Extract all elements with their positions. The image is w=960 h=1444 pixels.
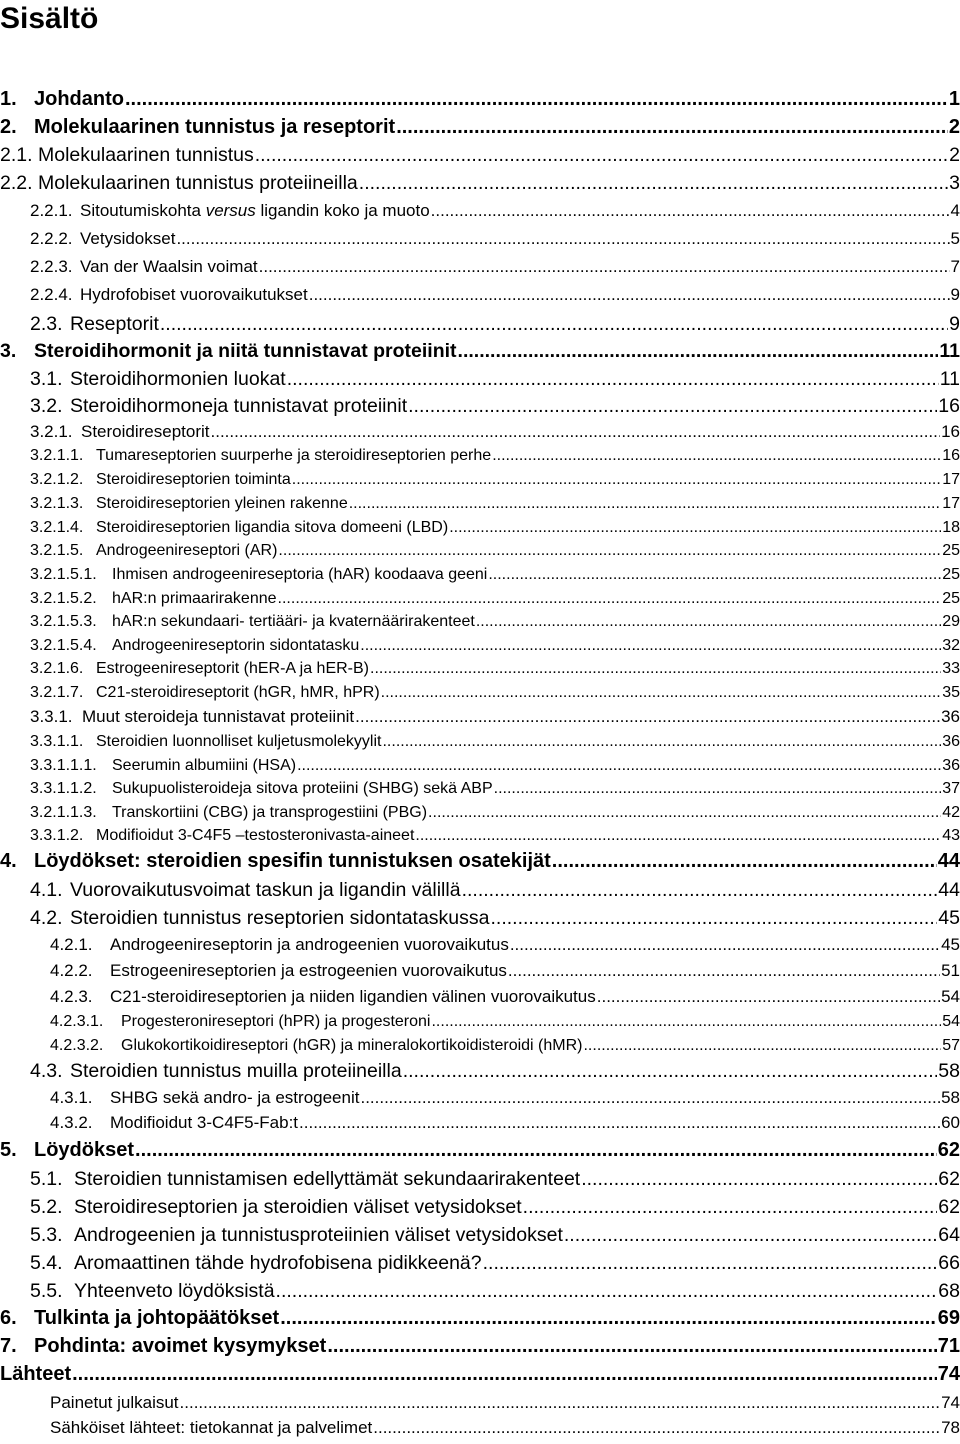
- toc-title: Steroidihormonien luokat: [70, 368, 286, 390]
- toc-leader: [278, 590, 942, 608]
- toc-title: Modifioidut 3-C4F5 –testosteronivasta-aineet: [96, 827, 415, 844]
- toc-number: 2.1.: [0, 144, 33, 166]
- toc-leader: [396, 116, 948, 139]
- toc-page: 60: [941, 1113, 960, 1132]
- toc-title: Steroidireseptorien ja steroidien väliset vetysidokset: [74, 1196, 522, 1218]
- toc-entry[interactable]: [30, 733, 960, 751]
- toc-leader: [488, 566, 941, 584]
- toc-page: 11: [939, 368, 960, 390]
- toc-entry[interactable]: [30, 827, 960, 845]
- toc-number: 1.: [0, 88, 17, 110]
- toc-page: 4: [950, 201, 960, 220]
- toc-leader: [355, 707, 940, 727]
- toc-page: 45: [938, 907, 960, 929]
- toc-entry[interactable]: [30, 613, 960, 631]
- toc-leader: [564, 1224, 937, 1247]
- toc-number: 3.2.1.1.: [30, 447, 84, 464]
- toc-number: 5.5.: [30, 1280, 63, 1302]
- toc-page: 11: [939, 340, 960, 362]
- toc-page: 9: [949, 313, 960, 335]
- toc-entry[interactable]: [30, 313, 960, 336]
- toc-entry[interactable]: [50, 961, 960, 981]
- toc-page: 51: [941, 961, 960, 980]
- toc-title: Reseptorit: [70, 313, 159, 335]
- toc-title: Sähköiset lähteet: tietokannat ja palvelimet: [50, 1418, 373, 1437]
- toc-entry[interactable]: [0, 340, 960, 363]
- toc-page: 62: [938, 1168, 960, 1190]
- toc-leader: [523, 1196, 938, 1219]
- toc-number: 4.3.2.: [50, 1113, 93, 1132]
- toc-entry[interactable]: [0, 1335, 960, 1358]
- toc-title: Painetut julkaisut: [50, 1393, 179, 1412]
- toc-entry[interactable]: [30, 707, 960, 727]
- toc-leader: [309, 285, 950, 305]
- toc-title: Aromaattinen tähde hydrofobisena pidikkeenä?: [74, 1252, 482, 1274]
- toc-number: 3.3.1.1.2.: [30, 780, 97, 797]
- toc-page: 7: [950, 257, 960, 276]
- toc-title: Ihmisen androgeenireseptoria (hAR) koodaava geeni: [112, 566, 488, 583]
- toc-number: 3.3.1.1.: [30, 733, 84, 750]
- toc-entry[interactable]: [30, 285, 960, 305]
- toc-leader: [476, 613, 941, 631]
- toc-number: 4.2.3.: [50, 987, 93, 1006]
- toc-entry[interactable]: [0, 1363, 960, 1386]
- toc-entry[interactable]: [30, 757, 960, 775]
- toc-page: 43: [942, 827, 960, 844]
- toc-leader: [508, 961, 940, 981]
- toc-page: 78: [941, 1418, 960, 1437]
- toc-title: C21-steroidireseptorien ja niiden ligandien välinen vuorovaikutus: [110, 987, 596, 1006]
- toc-title: Pohdinta: avoimet kysymykset: [34, 1335, 327, 1357]
- toc-number: 5.4.: [30, 1252, 63, 1274]
- toc-page: 16: [942, 447, 960, 464]
- toc-title: Van der Waalsin voimat: [80, 257, 258, 276]
- toc-number: 2.2.2.: [30, 229, 73, 248]
- toc-entry[interactable]: [30, 422, 960, 442]
- toc-leader: [597, 987, 940, 1007]
- toc-title: Modifioidut 3-C4F5-Fab:t: [110, 1113, 299, 1132]
- toc-page: 9: [950, 285, 960, 304]
- toc-entry[interactable]: [30, 566, 960, 584]
- toc-entry[interactable]: [30, 395, 960, 418]
- page-title: Sisältö: [0, 2, 99, 35]
- toc-title: Steroidien tunnistus muilla proteiineilla: [70, 1060, 402, 1082]
- toc-entry[interactable]: [30, 684, 960, 702]
- toc-entry[interactable]: [30, 1252, 960, 1275]
- toc-page: 17: [942, 495, 960, 512]
- toc-entry[interactable]: [30, 907, 960, 930]
- toc-number: 5.1.: [30, 1168, 63, 1190]
- toc-entry[interactable]: [30, 804, 960, 822]
- toc-number: 3.2.: [30, 395, 63, 417]
- toc-entry[interactable]: [0, 172, 960, 195]
- toc-number: 2.3.: [30, 313, 63, 335]
- toc-entry[interactable]: [50, 1393, 960, 1413]
- toc-page: 32: [942, 637, 960, 654]
- toc-title-part: ligandin koko ja muoto: [255, 201, 430, 220]
- toc-entry[interactable]: [0, 144, 960, 167]
- toc-page: 68: [938, 1280, 960, 1302]
- toc-number: 3.1.: [30, 368, 63, 390]
- toc-title: Seerumin albumiini (HSA): [112, 757, 297, 774]
- toc-page: 74: [941, 1393, 960, 1412]
- toc-title: Progesteronireseptori (hPR) ja progesteroni: [121, 1013, 431, 1030]
- toc-number: 3.2.1.4.: [30, 519, 84, 536]
- toc-page: 18: [942, 519, 960, 536]
- toc-number: 3.2.1.6.: [30, 660, 84, 677]
- toc-entry[interactable]: [30, 495, 960, 513]
- toc-entry[interactable]: [50, 1113, 960, 1133]
- toc-leader: [492, 447, 941, 465]
- toc-number: 4.: [0, 850, 17, 872]
- toc-title: hAR:n primaarirakenne: [112, 590, 277, 607]
- toc-number: 3.2.1.7.: [30, 684, 84, 701]
- toc-entry[interactable]: [50, 1037, 960, 1055]
- toc-title: Steroidireseptorit: [81, 422, 210, 441]
- toc-leader: [428, 804, 941, 822]
- toc-number: 3.2.1.2.: [30, 471, 84, 488]
- toc-title: Steroidien luonnolliset kuljetusmolekyylit: [96, 733, 382, 750]
- toc-number: 2.2.: [0, 172, 33, 194]
- toc-page: 66: [938, 1252, 960, 1274]
- toc-title: SHBG sekä andro- ja estrogeenit: [110, 1088, 360, 1107]
- toc-leader: [297, 757, 941, 775]
- toc-page: 5: [950, 229, 960, 248]
- toc-title: Löydökset: steroidien spesifin tunnistuksen osatekijät: [34, 850, 551, 872]
- toc-title: Johdanto: [34, 88, 124, 110]
- toc-leader: [276, 1280, 938, 1303]
- toc-title: C21-steroidireseptorit (hGR, hMR, hPR): [96, 684, 380, 701]
- toc-leader: [382, 733, 941, 751]
- toc-entry[interactable]: [50, 1088, 960, 1108]
- toc-title: Androgeenireseptori (AR): [96, 542, 278, 559]
- toc-number: 3.3.1.2.: [30, 827, 84, 844]
- toc-leader: [125, 88, 948, 111]
- toc-title: Vetysidokset: [80, 229, 176, 248]
- toc-page: 44: [938, 879, 960, 901]
- toc-page: 45: [941, 935, 960, 954]
- toc-entry[interactable]: [50, 1013, 960, 1031]
- toc-leader: [176, 229, 949, 249]
- toc-page: 42: [942, 804, 960, 821]
- toc-leader: [278, 542, 941, 560]
- toc-title: Androgeenireseptorin sidontatasku: [112, 637, 360, 654]
- toc-page: 44: [937, 850, 960, 872]
- toc-page: 71: [937, 1335, 960, 1357]
- toc-number: 3.2.1.5.2.: [30, 590, 97, 607]
- toc-leader: [280, 1307, 937, 1330]
- toc-entry[interactable]: [30, 590, 960, 608]
- toc-page: 54: [941, 987, 960, 1006]
- toc-title: Steroidireseptorien ligandia sitova domeeni (LBD): [96, 519, 449, 536]
- toc-entry[interactable]: [30, 1224, 960, 1247]
- toc-entry[interactable]: [0, 1307, 960, 1330]
- toc-number: 3.2.1.5.3.: [30, 613, 97, 630]
- toc-title: Steroidien tunnistamisen edellyttämät sekundaarirakenteet: [74, 1168, 581, 1190]
- toc-number: 3.3.1.: [30, 707, 73, 726]
- toc-leader: [462, 879, 938, 902]
- toc-page: 25: [942, 566, 960, 583]
- toc-title: Steroidireseptorien toiminta: [96, 471, 291, 488]
- toc-number: 4.2.: [30, 907, 63, 929]
- toc-entry[interactable]: [0, 88, 960, 111]
- toc-title: Molekulaarinen tunnistus: [38, 144, 254, 166]
- toc-number: 4.3.: [30, 1060, 63, 1082]
- toc-title: Sukupuolisteroideja sitova proteiini (SHBG) sekä ABP: [112, 780, 493, 797]
- toc-leader: [415, 827, 941, 845]
- toc-entry[interactable]: [0, 1139, 960, 1162]
- toc-page: 37: [942, 780, 960, 797]
- toc-entry[interactable]: [30, 447, 960, 465]
- toc-leader: [583, 1037, 941, 1055]
- toc-entry[interactable]: [50, 935, 960, 955]
- toc-leader: [552, 850, 937, 873]
- toc-title: Steroidihormoneja tunnistavat proteiinit: [70, 395, 408, 417]
- toc-entry[interactable]: [30, 879, 960, 902]
- toc-entry[interactable]: [30, 1060, 960, 1083]
- toc-leader: [287, 368, 939, 391]
- toc-entry[interactable]: [30, 257, 960, 277]
- toc-entry[interactable]: [30, 637, 960, 655]
- toc-entry[interactable]: [30, 1168, 960, 1191]
- toc-title: Glukokortikoidireseptori (hGR) ja mineralokortikoidisteroidi (hMR): [121, 1037, 583, 1054]
- toc-leader: [449, 519, 941, 537]
- toc-leader: [135, 1139, 937, 1162]
- toc-entry[interactable]: [30, 1280, 960, 1303]
- toc-entry[interactable]: [30, 471, 960, 489]
- toc-leader: [381, 684, 942, 702]
- toc-title: Hydrofobiset vuorovaikutukset: [80, 285, 308, 304]
- toc-leader: [327, 1335, 936, 1358]
- toc-number: 4.3.1.: [50, 1088, 93, 1107]
- toc-page: 2: [948, 116, 960, 138]
- toc-entry[interactable]: [30, 660, 960, 678]
- toc-number: 4.2.2.: [50, 961, 93, 980]
- toc-title: Vuorovaikutusvoimat taskun ja ligandin välillä: [70, 879, 461, 901]
- toc-title: Steroidireseptorien yleinen rakenne: [96, 495, 348, 512]
- toc-leader: [255, 144, 948, 167]
- toc-title: Transkortiini (CBG) ja transprogestiini (PBG): [112, 804, 428, 821]
- toc-number: 3.2.1.5.1.: [30, 566, 97, 583]
- toc-entry[interactable]: [50, 1418, 960, 1438]
- toc-title: Androgeenireseptorin ja androgeenien vuorovaikutus: [110, 935, 509, 954]
- toc-page: 62: [938, 1196, 960, 1218]
- toc-title: Molekulaarinen tunnistus proteiineilla: [38, 172, 358, 194]
- toc-entry[interactable]: [50, 987, 960, 1007]
- toc-entry[interactable]: [30, 229, 960, 249]
- toc-leader: [483, 1252, 938, 1275]
- toc-title-italic: versus: [205, 201, 256, 220]
- toc-number: 7.: [0, 1335, 17, 1357]
- toc-leader: [458, 340, 939, 363]
- toc-entry[interactable]: [0, 850, 960, 873]
- toc-number: 3.2.1.3.: [30, 495, 84, 512]
- toc-title: Androgeenien ja tunnistusproteiinien väliset vetysidokset: [74, 1224, 563, 1246]
- toc-page: 62: [937, 1139, 960, 1161]
- toc-entry[interactable]: [0, 116, 960, 139]
- toc-leader: [581, 1168, 937, 1191]
- toc-page: 58: [941, 1088, 960, 1107]
- toc-number: 2.2.4.: [30, 285, 73, 304]
- toc-leader: [292, 471, 941, 489]
- toc-leader: [510, 935, 940, 955]
- toc-page: 2: [949, 144, 960, 166]
- toc-page: 17: [942, 471, 960, 488]
- toc-number: 3.2.1.5.: [30, 542, 84, 559]
- toc-title: Tulkinta ja johtopäätökset: [34, 1307, 280, 1329]
- toc-leader: [431, 1013, 941, 1031]
- toc-leader: [370, 660, 941, 678]
- toc-number: 5.3.: [30, 1224, 63, 1246]
- toc-page: 1: [948, 88, 960, 110]
- toc-leader: [359, 172, 948, 195]
- toc-leader: [349, 495, 941, 513]
- toc-leader: [259, 257, 950, 277]
- toc-number: 5.2.: [30, 1196, 63, 1218]
- toc-number: 2.2.1.: [30, 201, 73, 220]
- toc-page: 54: [942, 1013, 960, 1030]
- toc-page: 36: [942, 733, 960, 750]
- toc-leader: [494, 780, 942, 798]
- toc-page: 69: [937, 1307, 960, 1329]
- toc-number: 3.2.1.: [30, 422, 73, 441]
- toc-title: Lähteet: [0, 1363, 72, 1385]
- toc-leader: [299, 1113, 940, 1133]
- toc-page: 57: [942, 1037, 960, 1054]
- toc-page: 36: [941, 707, 960, 726]
- toc-leader: [180, 1393, 941, 1413]
- toc-number: 6.: [0, 1307, 17, 1329]
- toc-page: 64: [938, 1224, 960, 1246]
- toc-title: Yhteenveto löydöksistä: [74, 1280, 275, 1302]
- toc-number: 3.3.1.1.1.: [30, 757, 97, 774]
- toc-entry[interactable]: [30, 368, 960, 391]
- toc-page: 35: [942, 684, 960, 701]
- toc-entry[interactable]: [30, 542, 960, 560]
- toc-leader: [431, 201, 950, 221]
- toc-entry[interactable]: [30, 519, 960, 537]
- toc-page: 58: [938, 1060, 960, 1082]
- toc-page: 25: [942, 542, 960, 559]
- toc-leader: [211, 422, 941, 442]
- toc-title: Muut steroideja tunnistavat proteiinit: [82, 707, 355, 726]
- toc-leader: [360, 637, 941, 655]
- toc-page: 3: [949, 172, 960, 194]
- toc-page: 25: [942, 590, 960, 607]
- toc-entry[interactable]: [30, 201, 960, 221]
- toc-title: Steroidien tunnistus reseptorien sidontataskussa: [70, 907, 490, 929]
- toc-title: Tumareseptorien suurperhe ja steroidireseptorien perhe: [96, 447, 492, 464]
- toc-title-part: Sitoutumiskohta: [80, 201, 206, 220]
- toc-number: 3.: [0, 340, 17, 362]
- toc-leader: [160, 313, 948, 336]
- toc-number: 4.2.1.: [50, 935, 93, 954]
- toc-leader: [491, 907, 938, 930]
- toc-page: 16: [941, 422, 960, 441]
- toc-title: Molekulaarinen tunnistus ja reseptorit: [34, 116, 396, 138]
- toc-title: hAR:n sekundaari- tertiääri- ja kvaternäärirakenteet: [112, 613, 475, 630]
- toc-number: 2.: [0, 116, 17, 138]
- toc-leader: [72, 1363, 937, 1386]
- toc-title: Estrogeenireseptorit (hER-A ja hER-B): [96, 660, 369, 677]
- toc-title: Löydökset: [34, 1139, 135, 1161]
- toc-page: 74: [937, 1363, 960, 1385]
- toc-number: 4.2.3.1.: [50, 1013, 104, 1030]
- toc-leader: [408, 395, 937, 418]
- toc-number: 3.2.1.1.3.: [30, 804, 97, 821]
- toc-number: 3.2.1.5.4.: [30, 637, 97, 654]
- toc-page: 29: [942, 613, 960, 630]
- toc-page: 16: [938, 395, 960, 417]
- toc-leader: [360, 1088, 940, 1108]
- toc-number: 2.2.3.: [30, 257, 73, 276]
- toc-page: 36: [942, 757, 960, 774]
- toc-title: Estrogeenireseptorien ja estrogeenien vuorovaikutus: [110, 961, 507, 980]
- toc-number: 4.2.3.2.: [50, 1037, 104, 1054]
- toc-leader: [373, 1418, 940, 1438]
- toc-leader: [403, 1060, 938, 1083]
- toc-entry[interactable]: [30, 1196, 960, 1219]
- toc-entry[interactable]: [30, 780, 960, 798]
- toc-page: 33: [942, 660, 960, 677]
- toc-number: 4.1.: [30, 879, 63, 901]
- toc-title: Steroidihormonit ja niitä tunnistavat proteiinit: [34, 340, 457, 362]
- toc-number: 5.: [0, 1139, 17, 1161]
